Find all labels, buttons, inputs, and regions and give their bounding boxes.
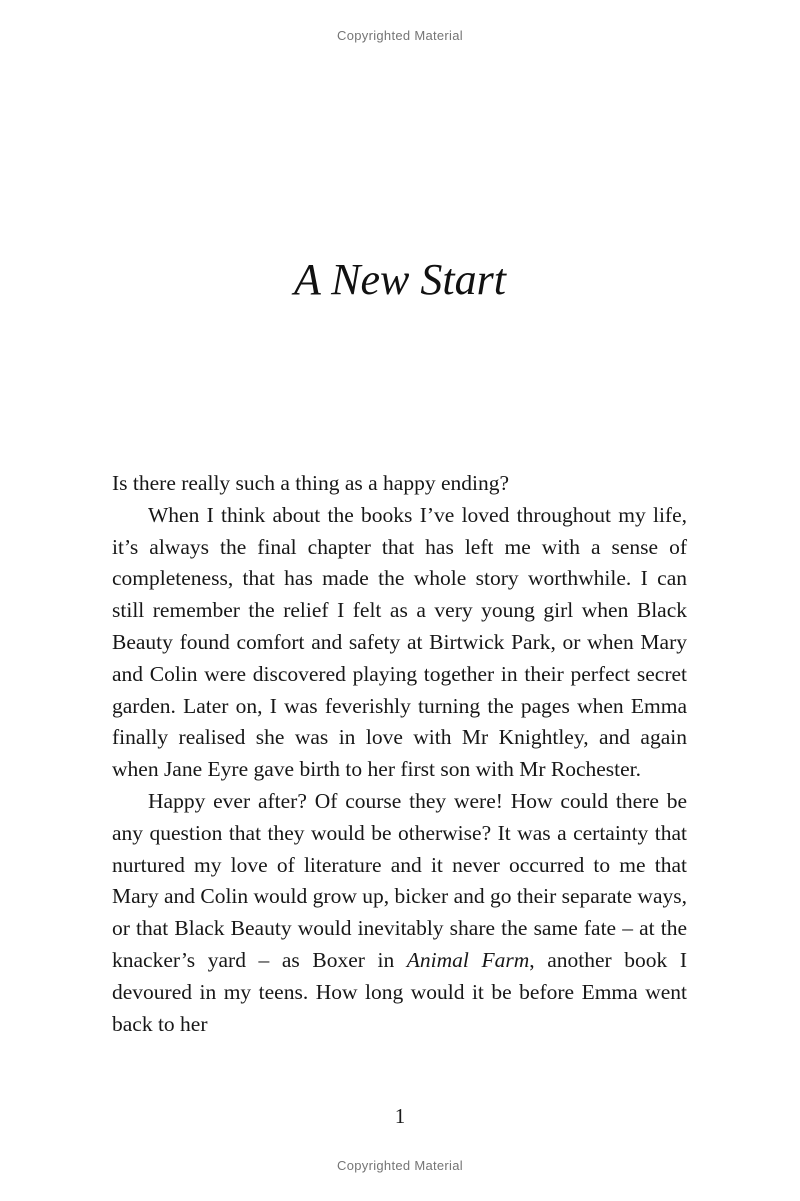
italic-text-segment: Animal Farm — [406, 947, 530, 972]
paragraph — [112, 500, 687, 786]
copyright-notice-top: Copyrighted Material — [337, 28, 463, 43]
text-segment: When I think about the books I’ve loved throughout my life, it’s always the final chapter that has left me with a sense of completeness, that has made the whole story worthwhile. I can still remember the relief I felt as a very young girl when Black Beauty found comfort and safety at Birtwick Park, or when Mary and Colin were discovered playing together in their perfect secret garden. Later on, I was feverishly turning the pages when Emma finally realised she was in love with Mr Knightley, and again when Jane Eyre gave birth to her first son with Mr Rochester. — [112, 502, 687, 782]
text-segment: , another book I devoured in my teens. How long would it be before Emma went back to her — [112, 947, 687, 1036]
copyright-notice-bottom: Copyrighted Material — [337, 1158, 463, 1173]
paragraph — [112, 786, 687, 1040]
body-text — [112, 468, 687, 1040]
text-segment: Is there really such a thing as a happy ending? — [112, 471, 510, 495]
paragraph — [112, 468, 687, 500]
text-segment: Happy ever after? Of course they were! How could there be any question that they would be otherwise? It was a certainty that nurtured my love of literature and it never occurred to me that Mary and Colin would grow up, bicker and go their separate ways, or that Black Beauty would inevitably share the same fate – at the knacker’s yard – as Boxer in — [112, 788, 687, 972]
page-number: 1 — [394, 1104, 406, 1128]
chapter-title: A New Start — [294, 255, 506, 304]
